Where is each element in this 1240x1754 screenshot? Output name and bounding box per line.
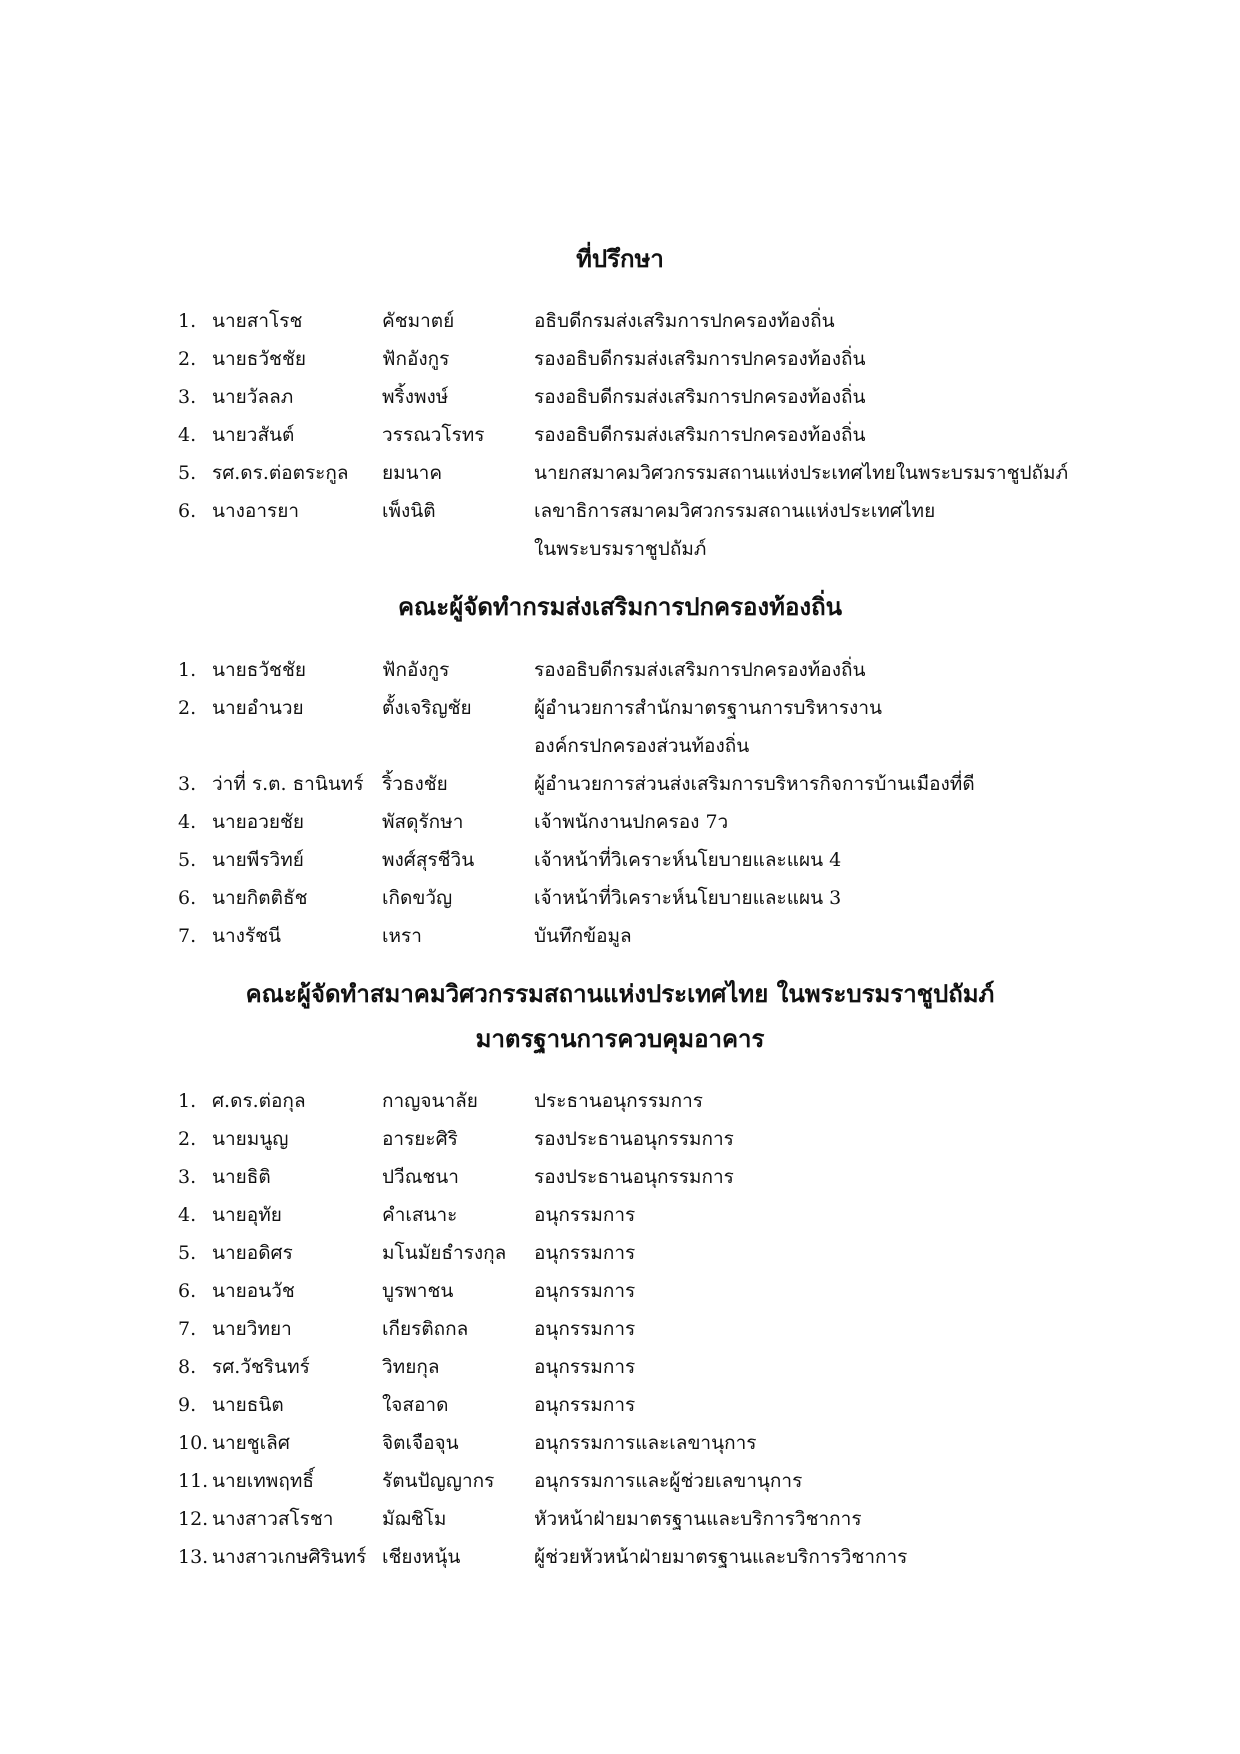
last-name: ใจสอาด bbox=[382, 1394, 449, 1416]
list-item-continuation bbox=[0, 727, 1240, 765]
list-item bbox=[0, 879, 1240, 917]
item-number: 6. bbox=[178, 1280, 197, 1302]
first-name: ศ.ดร.ต่อกุล bbox=[212, 1090, 306, 1112]
position-title: รองอธิบดีกรมส่งเสริมการปกครองท้องถิ่น bbox=[534, 659, 866, 681]
list-item bbox=[0, 917, 1240, 955]
first-name: นายอำนวย bbox=[212, 697, 304, 719]
dla-team-title: คณะผู้จัดทำกรมส่งเสริมการปกครองท้องถิ่น bbox=[397, 592, 843, 621]
position-title: นายกสมาคมวิศวกรรมสถานแห่งประเทศไทยในพระบรมราชูปถัมภ์ bbox=[534, 462, 1069, 484]
position-title: หัวหน้าฝ่ายมาตรฐานและบริการวิชาการ bbox=[534, 1508, 862, 1530]
last-name: ฟักอังกูร bbox=[382, 659, 450, 681]
list-item bbox=[0, 1120, 1240, 1158]
first-name: นายมนูญ bbox=[212, 1128, 289, 1150]
item-number: 7. bbox=[178, 925, 197, 947]
list-item bbox=[0, 1158, 1240, 1196]
first-name: รศ.ดร.ต่อตระกูล bbox=[212, 462, 349, 484]
list-item-continuation bbox=[0, 530, 1240, 568]
item-number: 12. bbox=[178, 1508, 209, 1530]
advisors-title: ที่ปรึกษา bbox=[576, 244, 664, 273]
position-title: อนุกรรมการ bbox=[534, 1356, 636, 1378]
position-title: รองประธานอนุกรรมการ bbox=[534, 1166, 734, 1188]
position-title: อนุกรรมการและเลขานุการ bbox=[534, 1432, 757, 1454]
list-item bbox=[0, 1234, 1240, 1272]
last-name: ยมนาค bbox=[382, 462, 443, 484]
item-number: 2. bbox=[178, 1128, 197, 1150]
eit-team-subtitle: มาตรฐานการควบคุมอาคาร bbox=[475, 1024, 765, 1053]
position-title: เจ้าหน้าที่วิเคราะห์นโยบายและแผน 4 bbox=[534, 849, 842, 871]
item-number: 10. bbox=[178, 1432, 209, 1454]
list-item bbox=[0, 492, 1240, 530]
position-title: อนุกรรมการ bbox=[534, 1204, 636, 1226]
item-number: 5. bbox=[178, 1242, 197, 1264]
last-name: ริ้วธงชัย bbox=[382, 773, 448, 795]
first-name: นายวสันต์ bbox=[212, 424, 295, 446]
item-number: 2. bbox=[178, 697, 197, 719]
first-name: นายอนวัช bbox=[212, 1280, 295, 1302]
list-item bbox=[0, 803, 1240, 841]
first-name: นายธวัชชัย bbox=[212, 659, 306, 681]
position-title: ผู้อำนวยการส่วนส่งเสริมการบริหารกิจการบ้านเมืองที่ดี bbox=[534, 773, 975, 795]
list-item bbox=[0, 1424, 1240, 1462]
first-name: นายอดิศร bbox=[212, 1242, 293, 1264]
first-name: รศ.วัชรินทร์ bbox=[212, 1356, 310, 1378]
position-title: ประธานอนุกรรมการ bbox=[534, 1090, 703, 1112]
position-title: อนุกรรมการ bbox=[534, 1242, 636, 1264]
position-title: อนุกรรมการ bbox=[534, 1280, 636, 1302]
first-name: นายธวัชชัย bbox=[212, 348, 306, 370]
first-name: นายอุทัย bbox=[212, 1204, 282, 1226]
last-name: วิทยกุล bbox=[382, 1356, 440, 1378]
list-item bbox=[0, 1462, 1240, 1500]
first-name: นายธิติ bbox=[212, 1166, 271, 1188]
list-item bbox=[0, 1386, 1240, 1424]
item-number: 7. bbox=[178, 1318, 197, 1340]
item-number: 11. bbox=[178, 1470, 209, 1492]
first-name: นายสาโรช bbox=[212, 310, 303, 332]
last-name: เหรา bbox=[382, 925, 422, 947]
list-item bbox=[0, 1500, 1240, 1538]
list-item bbox=[0, 1538, 1240, 1576]
first-name: นางรัชนี bbox=[212, 925, 282, 947]
first-name: นายวัลลภ bbox=[212, 386, 294, 408]
last-name: มัฌชิโม bbox=[382, 1508, 447, 1530]
position-title: อนุกรรมการ bbox=[534, 1318, 636, 1340]
item-number: 4. bbox=[178, 811, 197, 833]
first-name: นายเทพฤทธิ์ bbox=[212, 1470, 314, 1492]
list-item bbox=[0, 651, 1240, 689]
list-item bbox=[0, 1082, 1240, 1120]
first-name: นางสาวสโรชา bbox=[212, 1508, 334, 1530]
list-item bbox=[0, 378, 1240, 416]
item-number: 3. bbox=[178, 1166, 197, 1188]
position-title: ผู้อำนวยการสำนักมาตรฐานการบริหารงาน bbox=[534, 697, 882, 719]
list-item bbox=[0, 1348, 1240, 1386]
list-item bbox=[0, 689, 1240, 727]
position-title: อธิบดีกรมส่งเสริมการปกครองท้องถิ่น bbox=[534, 310, 835, 332]
item-number: 3. bbox=[178, 773, 197, 795]
list-item bbox=[0, 340, 1240, 378]
item-number: 1. bbox=[178, 310, 197, 332]
item-number: 9. bbox=[178, 1394, 197, 1416]
first-name: นายอวยชัย bbox=[212, 811, 305, 833]
first-name: นายพีรวิทย์ bbox=[212, 849, 304, 871]
last-name: บูรพาชน bbox=[382, 1280, 454, 1302]
last-name: พริ้งพงษ์ bbox=[382, 386, 449, 408]
position-title: รองอธิบดีกรมส่งเสริมการปกครองท้องถิ่น bbox=[534, 348, 866, 370]
first-name: ว่าที่ ร.ต. ธานินทร์ bbox=[212, 773, 364, 795]
position-title: อนุกรรมการ bbox=[534, 1394, 636, 1416]
position-title: อนุกรรมการและผู้ช่วยเลขานุการ bbox=[534, 1470, 803, 1492]
last-name: วรรณวโรทร bbox=[382, 424, 485, 446]
last-name: ปวีณชนา bbox=[382, 1166, 459, 1188]
last-name: เกิดขวัญ bbox=[382, 887, 453, 909]
position-title: รองอธิบดีกรมส่งเสริมการปกครองท้องถิ่น bbox=[534, 424, 866, 446]
last-name: เชียงหนุ้น bbox=[382, 1546, 461, 1568]
last-name: จิตเจือจุน bbox=[382, 1432, 459, 1454]
item-number: 2. bbox=[178, 348, 197, 370]
item-number: 8. bbox=[178, 1356, 197, 1378]
item-number: 5. bbox=[178, 462, 197, 484]
last-name: รัตนปัญญากร bbox=[382, 1470, 495, 1492]
first-name: นายวิทยา bbox=[212, 1318, 292, 1340]
last-name: เกียรติถกล bbox=[382, 1318, 469, 1340]
position-title: รองอธิบดีกรมส่งเสริมการปกครองท้องถิ่น bbox=[534, 386, 866, 408]
item-number: 6. bbox=[178, 887, 197, 909]
first-name: นายชูเลิศ bbox=[212, 1432, 290, 1454]
list-item bbox=[0, 454, 1240, 492]
last-name: พัสดุรักษา bbox=[382, 811, 464, 833]
last-name: มโนมัยธำรงกุล bbox=[382, 1242, 507, 1264]
item-number: 1. bbox=[178, 1090, 197, 1112]
last-name: อารยะศิริ bbox=[382, 1128, 458, 1150]
advisors-list bbox=[0, 302, 1240, 568]
item-number: 13. bbox=[178, 1546, 209, 1568]
last-name: ฟักอังกูร bbox=[382, 348, 450, 370]
position-title: เจ้าพนักงานปกครอง 7ว bbox=[534, 811, 729, 833]
last-name: เพ็งนิติ bbox=[382, 500, 436, 522]
eit-team-title: คณะผู้จัดทำสมาคมวิศวกรรมสถานแห่งประเทศไทย ในพระบรมราชูปถัมภ์ bbox=[245, 979, 995, 1008]
position-title: บันทึกข้อมูล bbox=[534, 925, 632, 947]
item-number: 1. bbox=[178, 659, 197, 681]
item-number: 4. bbox=[178, 1204, 197, 1226]
item-number: 6. bbox=[178, 500, 197, 522]
first-name: นางอารยา bbox=[212, 500, 300, 522]
item-number: 5. bbox=[178, 849, 197, 871]
list-item bbox=[0, 841, 1240, 879]
first-name: นางสาวเกษศิรินทร์ bbox=[212, 1546, 367, 1568]
last-name: ตั้งเจริญชัย bbox=[382, 697, 472, 719]
position-title: เจ้าหน้าที่วิเคราะห์นโยบายและแผน 3 bbox=[534, 887, 842, 909]
item-number: 4. bbox=[178, 424, 197, 446]
list-item bbox=[0, 765, 1240, 803]
first-name: นายธนิต bbox=[212, 1394, 284, 1416]
item-number: 3. bbox=[178, 386, 197, 408]
last-name: คำเสนาะ bbox=[382, 1204, 458, 1226]
first-name: นายกิตติธัช bbox=[212, 887, 308, 909]
list-item bbox=[0, 1196, 1240, 1234]
last-name: คัชมาตย์ bbox=[382, 310, 455, 332]
list-item bbox=[0, 416, 1240, 454]
position-title: องค์กรปกครองส่วนท้องถิ่น bbox=[534, 735, 750, 757]
position-title: ผู้ช่วยหัวหน้าฝ่ายมาตรฐานและบริการวิชาการ bbox=[534, 1546, 908, 1568]
last-name: พงศ์สุรชีวิน bbox=[382, 849, 475, 871]
dla-team-list bbox=[0, 651, 1240, 955]
list-item bbox=[0, 1310, 1240, 1348]
position-title: ในพระบรมราชูปถัมภ์ bbox=[534, 538, 707, 560]
eit-team-list bbox=[0, 1082, 1240, 1576]
position-title: เลขาธิการสมาคมวิศวกรรมสถานแห่งประเทศไทย bbox=[534, 500, 936, 522]
last-name: กาญจนาลัย bbox=[382, 1090, 478, 1112]
list-item bbox=[0, 1272, 1240, 1310]
list-item bbox=[0, 302, 1240, 340]
position-title: รองประธานอนุกรรมการ bbox=[534, 1128, 734, 1150]
